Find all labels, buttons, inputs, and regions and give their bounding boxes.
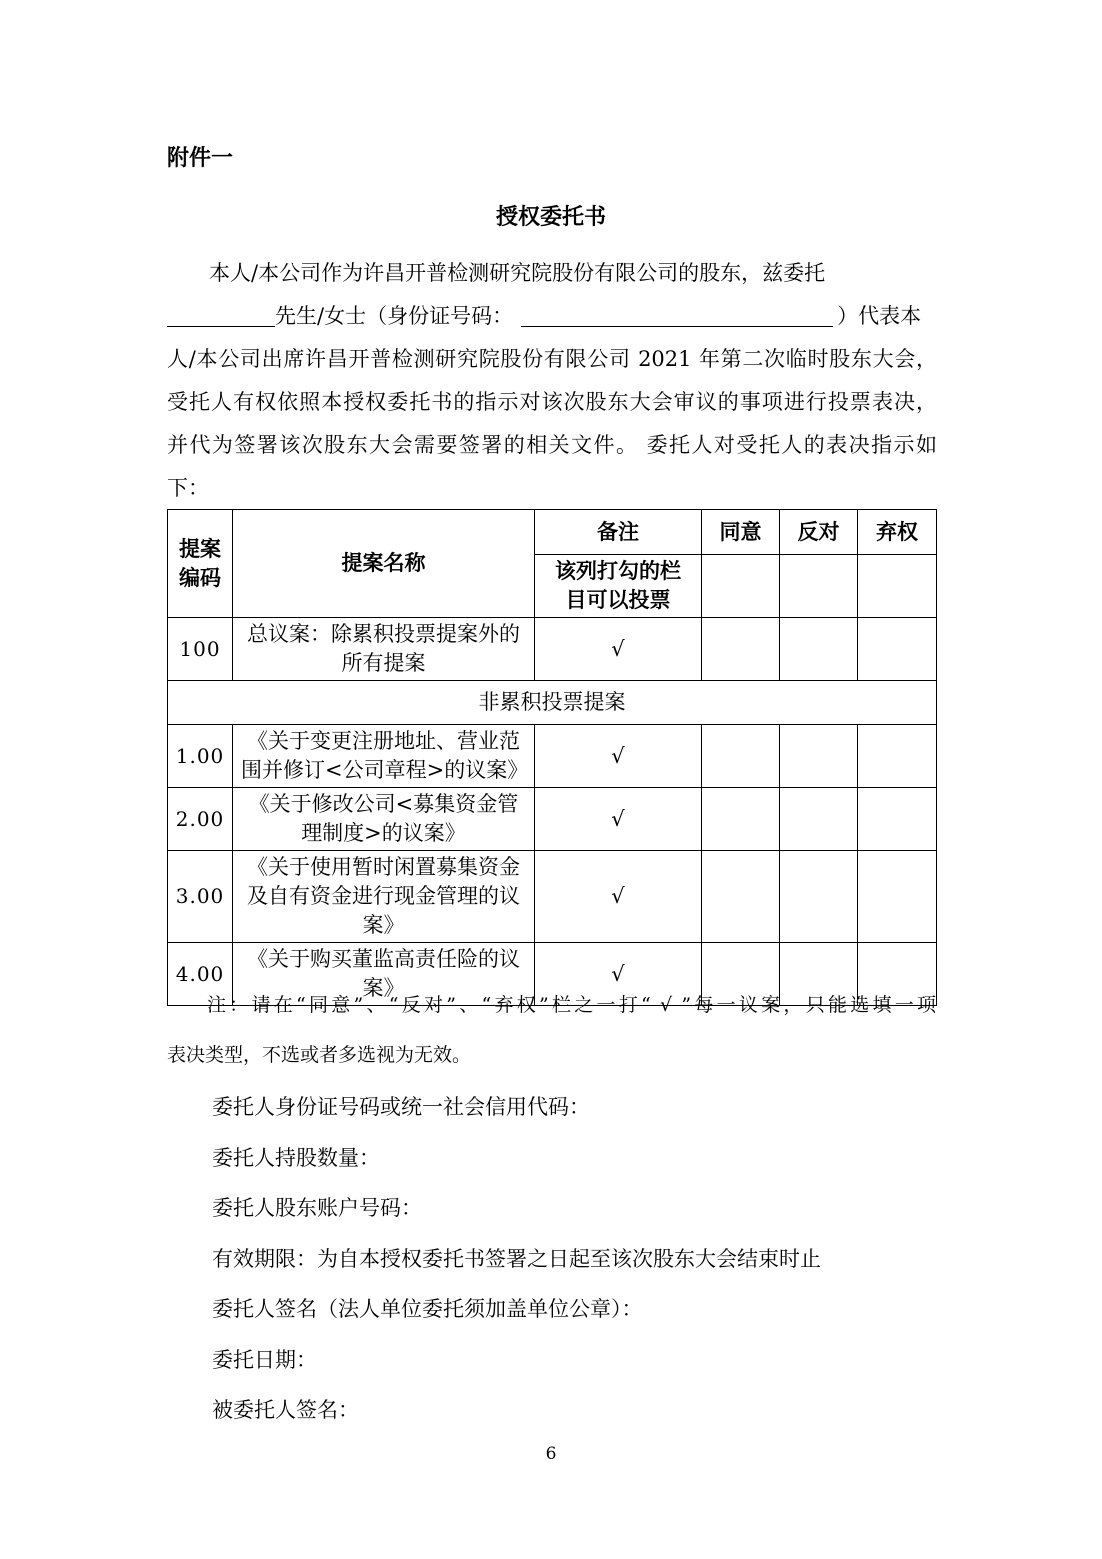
field-share-count: 委托人持股数量：: [212, 1145, 380, 1170]
name-blank: [167, 296, 275, 327]
header-abstain: 弃权: [858, 510, 937, 555]
vote-mark: √: [535, 725, 702, 788]
field-account-number: 委托人股东账户号码：: [212, 1196, 422, 1220]
intro-line-2: [167, 295, 937, 338]
intro-line-2-a: 先生/女士（身份证号码：: [275, 304, 514, 328]
intro-line-2-b: ）代表本: [837, 304, 922, 328]
intro-line-4: 受托人有权依照本授权委托书的指示对该次股东大会审议的事项进行投票表决，: [167, 390, 937, 414]
table-note: [167, 990, 936, 1090]
proposal-name: 总议案：除累积投票提案外的所有提案: [233, 618, 535, 681]
abstain-cell[interactable]: [858, 555, 937, 618]
intro-paragraph: [167, 252, 937, 510]
document-title: 授权委托书: [495, 205, 606, 230]
vote-mark: √: [535, 851, 702, 943]
field-principal-signature: 委托人签名（法人单位委托须加盖单位公章）：: [212, 1297, 643, 1321]
proposal-name: 《关于购买董监高责任险的议案》: [233, 943, 535, 1006]
field-validity: 有效期限：为自本授权委托书签署之日起至该次股东大会结束时止: [212, 1246, 821, 1271]
proposal-code: 1.00: [168, 725, 233, 788]
intro-line-1: 本人/本公司作为许昌开普检测研究院股份有限公司的股东，兹委托: [209, 261, 826, 285]
header-code: 提案编码: [168, 510, 233, 618]
proposal-code: 100: [168, 618, 233, 681]
proposal-name: 《关于修改公司<募集资金管理制度>的议案》: [233, 788, 535, 851]
intro-line-3: 人/本公司出席许昌开普检测研究院股份有限公司 2021 年第二次临时股东大会，: [167, 347, 937, 371]
oppose-cell[interactable]: [780, 851, 858, 943]
field-principal-id: 委托人身份证号码或统一社会信用代码：: [212, 1095, 590, 1119]
table-row: [168, 788, 937, 851]
header-row: [168, 510, 937, 555]
abstain-cell[interactable]: [858, 725, 937, 788]
oppose-cell[interactable]: [780, 618, 858, 681]
oppose-cell[interactable]: [780, 788, 858, 851]
signature-fields: [212, 1092, 821, 1446]
vote-mark: √: [535, 788, 702, 851]
agree-cell[interactable]: [702, 555, 780, 618]
field-date: 委托日期：: [212, 1347, 317, 1372]
section-label: 非累积投票提案: [168, 681, 937, 725]
section-row: [168, 681, 937, 725]
header-name: 提案名称: [233, 510, 535, 618]
agree-cell[interactable]: [702, 725, 780, 788]
agree-cell[interactable]: [702, 618, 780, 681]
field-agent-signature: 被委托人签名：: [212, 1398, 359, 1422]
intro-line-6: 下：: [167, 476, 209, 500]
header-remark-sub: 该列打勾的栏目可以投票: [535, 555, 702, 618]
header-oppose: 反对: [780, 510, 858, 555]
proposal-table: [167, 509, 937, 1006]
proposal-code: 4.00: [168, 943, 233, 1006]
agree-cell[interactable]: [702, 851, 780, 943]
oppose-cell[interactable]: [780, 725, 858, 788]
abstain-cell[interactable]: [858, 788, 937, 851]
vote-mark: √: [535, 943, 702, 1006]
proposal-code: 3.00: [168, 851, 233, 943]
id-number-blank: [521, 296, 833, 327]
abstain-cell[interactable]: [858, 851, 937, 943]
header-agree: 同意: [702, 510, 780, 555]
note-line-1: 注：请在“同意”、“反对”、“弃权”栏之一打“ √ ”每一议案，只能选填一项: [207, 994, 936, 1016]
annex-label: 附件一: [167, 146, 234, 171]
page-number: 6: [545, 1444, 557, 1464]
table-row: [168, 618, 937, 681]
note-line-2: 表决类型，不选或者多选视为无效。: [167, 1044, 472, 1066]
abstain-cell[interactable]: [858, 618, 937, 681]
intro-line-5: 并代为签署该次股东大会需要签署的相关文件。 委托人对受托人的表决指示如: [167, 433, 937, 457]
proposal-name: 《关于使用暂时闲置募集资金及自有资金进行现金管理的议案》: [233, 851, 535, 943]
table-row: [168, 725, 937, 788]
agree-cell[interactable]: [702, 788, 780, 851]
vote-mark: √: [535, 618, 702, 681]
proposal-code: 2.00: [168, 788, 233, 851]
oppose-cell[interactable]: [780, 555, 858, 618]
table-row: [168, 851, 937, 943]
header-remark: 备注: [535, 510, 702, 555]
proposal-name: 《关于变更注册地址、营业范围并修订<公司章程>的议案》: [233, 725, 535, 788]
